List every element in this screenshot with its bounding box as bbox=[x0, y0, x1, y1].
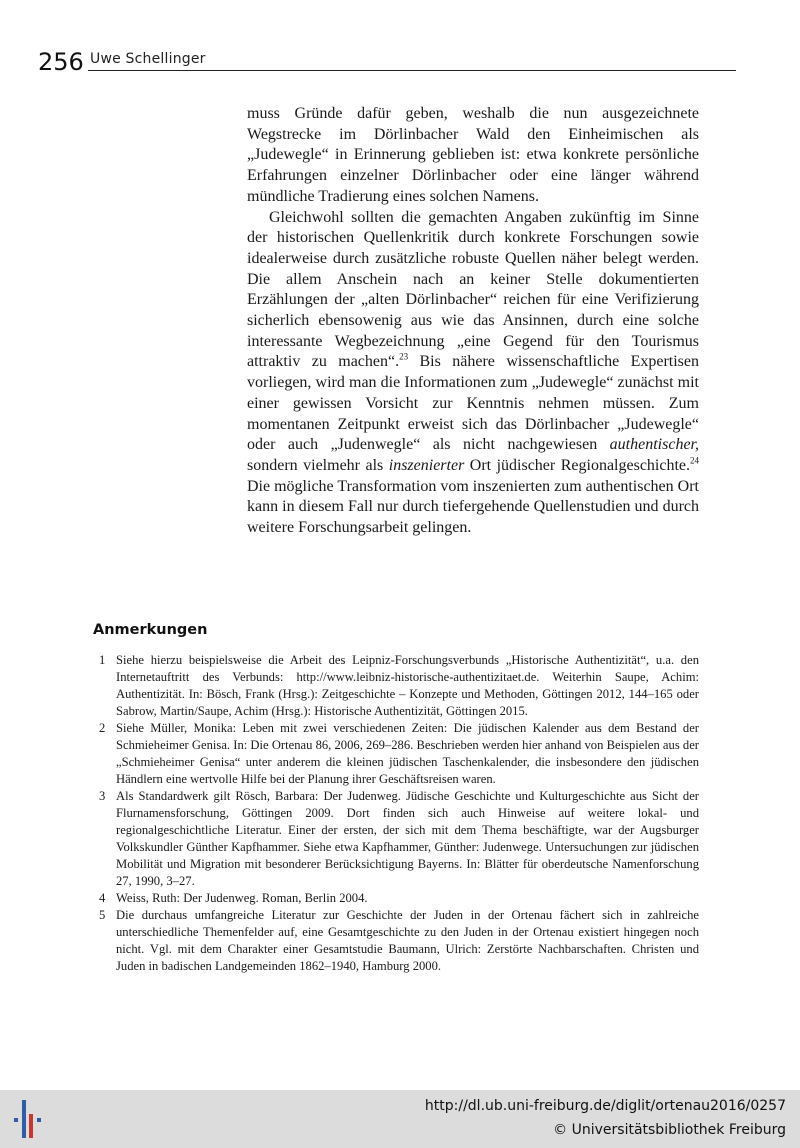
logo-bar-right bbox=[37, 1118, 41, 1122]
footnote-number: 4 bbox=[99, 891, 106, 905]
body-text bbox=[247, 104, 699, 539]
emphasis-inszenierter: inszenierter bbox=[388, 456, 465, 474]
footnote-4 bbox=[93, 890, 699, 907]
paragraph-2 bbox=[247, 208, 699, 539]
paragraph-1: muss Gründe dafür geben, weshalb die nun ausgezeichnete Wegstrecke im Dörlinbacher Wald den Einheimischen als „Judewegle“ in Erinnerung geblieben ist: etwa konkrete persönliche Erfahrungen einzelner Dörlinbacher oder eine länger während mündliche Tradierung eines solchen Namens. bbox=[247, 105, 699, 205]
footnote-text: Siehe hierzu beispielsweise die Arbeit des Leipniz-Forschungsverbunds „Historische Authentizität“, u.a. den Internetauftritt des Verbunds: http://www.leibniz-historische-authentizitaet.de. Weiterhin Saupe, Achim: Authentizität. In: Bösch, Frank (Hrsg.): Zeitgeschichte – Konzepte und Methoden, Göttingen 2012, 144–165 oder Sabrow, Martin/Saupe, Achim (Hrsg.): Historische Authentizität, Göttingen 2015. bbox=[116, 653, 699, 718]
logo-bar-red bbox=[29, 1114, 33, 1138]
footnote-number: 3 bbox=[99, 789, 106, 803]
footnote-5 bbox=[93, 907, 699, 975]
footnote-3 bbox=[93, 788, 699, 890]
footnote-1 bbox=[93, 652, 699, 720]
footnote-number: 5 bbox=[99, 908, 106, 922]
footnote-text: Als Standardwerk gilt Rösch, Barbara: Der Judenweg. Jüdische Geschichte und Kulturgeschichte aus Sicht der Flurnamensforschung, Göttingen 2009. Dort finden sich auch Hinweise auf weitere lokal- und regionalgeschichtliche Literatur. Einer der ersten, der sich mit dem Thema beschäftigte, war der Augsburger Volkskundler Günther Kapfhammer. Siehe etwa Kapfhammer, Günther: Judenwege. Untersuchungen zur jüdischen Mobilität und Migration mit besonderer Berücksichtigung Bayerns. In: Blätter für oberdeutsche Namenforschung 27, 1990, 3–27. bbox=[116, 789, 699, 888]
footnote-ref-24[interactable]: 24 bbox=[690, 455, 700, 466]
footer-copyright: © Universitätsbibliothek Freiburg bbox=[553, 1122, 786, 1138]
footnote-text: Weiss, Ruth: Der Judenweg. Roman, Berlin 2004. bbox=[116, 891, 368, 905]
running-head-author: Uwe Schellinger bbox=[90, 51, 206, 67]
footer-url-link[interactable]: http://dl.ub.uni-freiburg.de/diglit/ortenau2016/0257 bbox=[424, 1098, 786, 1114]
footnote-ref-23[interactable]: 23 bbox=[399, 352, 409, 363]
footnote-text: Siehe Müller, Monika: Leben mit zwei verschiedenen Zeiten: Die jüdischen Kalender aus dem Bestand der Schmieheimer Genisa. In: Die Ortenau 86, 2006, 269–286. Beschrieben werden hier anhand von Beispielen aus der „Schmieheimer Genisa“ unter anderem die kleinen jüdischen Taschenkalender, die insbesondere den jüdischen Händlern eine wertvolle Hilfe bei der Planung ihrer Geschäftsreisen waren. bbox=[116, 721, 699, 786]
footnote-number: 2 bbox=[99, 721, 106, 735]
emphasis-authentischer: authentischer, bbox=[609, 436, 699, 454]
footnote-text: Die durchaus umfangreiche Literatur zur Geschichte der Juden in der Ortenau fächert sich in zahlreiche unterschiedliche Themenfelder auf, eine Gesamtgeschichte zu den Juden in der Ortenau existiert hingegen noch nicht. Vgl. mit dem Charakter einer Gesamtstudie Baumann, Ulrich: Zerstörte Nachbarschaften. Christen und Juden in badischen Landgemeinden 1862–1940, Hamburg 2000. bbox=[116, 908, 699, 973]
paragraph-2-text-e: Die mögliche Transformation vom inszenierten zum authentischen Ort kann in diesem Fall nur durch tiefergehende Quellenstudien und durch weitere Forschungsarbeit gelingen. bbox=[247, 477, 699, 537]
paragraph-2-text-a: Gleichwohl sollten die gemachten Angaben zukünftig im Sinne der historischen Quellenkritik durch konkrete Forschungen sowie idealerweise durch zusätzliche robuste Quellen näher belegt werden. Die allem Anschein nach an keiner Stelle dokumentierten Erzählungen der „alten Dörlinbacher“ reichen für eine Verifizierung sicherlich ebensowenig aus wie das Ansinnen, durch eine solche interessante Wegbezeichnung „eine Gegend für den Tourismus attraktiv zu machen“. bbox=[247, 208, 699, 371]
logo-bar-center bbox=[22, 1100, 26, 1138]
page-header bbox=[38, 48, 698, 76]
page-number: 256 bbox=[38, 48, 84, 76]
header-rule bbox=[88, 70, 736, 71]
footnotes-list bbox=[93, 652, 699, 975]
footnote-2 bbox=[93, 720, 699, 788]
ub-freiburg-logo-icon bbox=[14, 1098, 44, 1140]
paragraph-2-text-b: Bis nähere wissenschaftliche Expertisen vorliegen, wird man die Informationen zum „Judewegle“ zunächst mit einer gewissen Vorsicht zur Kenntnis nehmen müssen. Zum momentanen Zeitpunkt erweist sich das Dörlinbacher „Judewegle“ oder auch „Judenwegle“ als nicht nachgewiesen bbox=[247, 353, 699, 454]
footnote-number: 1 bbox=[99, 653, 106, 667]
notes-heading: Anmerkungen bbox=[93, 622, 208, 638]
paragraph-2-text-d: Ort jüdischer Regionalgeschichte. bbox=[464, 456, 691, 474]
paragraph-2-text-c: sondern vielmehr als bbox=[247, 456, 389, 474]
logo-bar-left bbox=[14, 1118, 18, 1122]
footer-bar bbox=[0, 1090, 800, 1148]
